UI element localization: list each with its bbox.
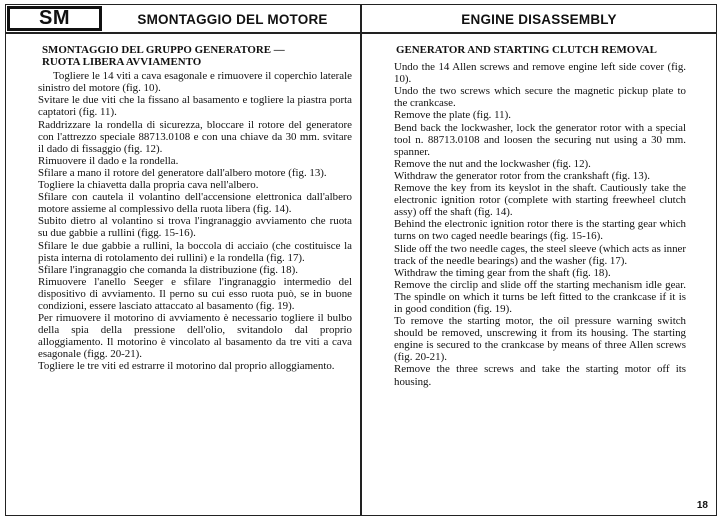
italian-paragraph: Raddrizzare la rondella di sicurezza, bloccare il rotore del generatore con l'attrezzo speciale 88713.0108 e con una chiave da 30 mm. svitare il dado di fissaggio (fig. 12). (38, 118, 352, 155)
right-section-title: ENGINE DISASSEMBLY (461, 11, 617, 27)
italian-paragraph: Subito dietro al volantino si trova l'ingranaggio avviamento che ruota su due gabbie a rullini (figg. 15-16). (38, 215, 352, 240)
italian-paragraph: Rimuovere l'anello Seeger e sfilare l'ingranaggio intermedio del dispositivo di avviamento. Il perno su cui esso ruota può, se in buone condizioni, essere lasciato attaccato al basamento (fig. 19). (38, 275, 352, 312)
english-paragraph: Remove the three screws and take the starting motor off its housing. (394, 363, 686, 388)
italian-paragraph: Togliere le tre viti ed estrarre il motorino dal proprio alloggiamento. (38, 360, 335, 373)
italian-subtitle (42, 44, 352, 68)
page-number: 18 (696, 500, 708, 511)
english-paragraph: Undo the 14 Allen screws and remove engine left side cover (fig. 10). (394, 61, 686, 86)
english-paragraph: Withdraw the generator rotor from the crankshaft (fig. 13). (394, 169, 650, 182)
italian-column (38, 44, 352, 373)
english-paragraph: Undo the two screws which secure the magnetic pickup plate to the crankcase. (394, 85, 686, 110)
english-paragraph: Behind the electronic ignition rotor there is the starting gear which turns on two caged needle bearings (fig. 15-16). (394, 218, 686, 243)
english-subtitle: GENERATOR AND STARTING CLUTCH REMOVAL (396, 44, 657, 56)
english-paragraph: Remove the circlip and slide off the starting mechanism idle gear. The spindle on which it turns be left fitted to the crankcase if it is in good condition (fig. 19). (394, 278, 686, 315)
english-paragraph: Remove the plate (fig. 11). (394, 109, 511, 122)
italian-paragraph: Rimuovere il dado e la rondella. (38, 154, 179, 167)
header-rule (5, 32, 717, 34)
italian-paragraph: Sfilare le due gabbie a rullini, la boccola di acciaio (che costituisce la pista interna di rotolamento dei rullini) e la rondella (fig. 17). (38, 239, 352, 264)
english-paragraph: To remove the starting motor, the oil pressure warning switch should be removed, unscrewing it from its housing. The starting engine is secured to the crankcase by means of three Allen screws (fig. 20-21). (394, 315, 686, 364)
section-code-badge: SM (7, 6, 102, 31)
column-divider (360, 4, 362, 516)
italian-subtitle-line: RUOTA LIBERA AVVIAMENTO (42, 56, 202, 69)
italian-paragraph: Sfilare con cautela il volantino dell'accensione elettronica dall'albero motore assieme al complessivo della ruota libera (fig. 14). (38, 191, 352, 216)
english-paragraph: Withdraw the timing gear from the shaft (fig. 18). (394, 266, 611, 279)
english-column (394, 44, 686, 388)
english-paragraph: Slide off the two needle cages, the steel sleeve (which acts as inner track of the needle bearings) and the washer (fig. 17). (394, 242, 686, 267)
italian-paragraph: Togliere le 14 viti a cava esagonale e rimuovere il coperchio laterale sinistro del motore (fig. 10). (38, 70, 352, 95)
italian-subtitle-line: SMONTAGGIO DEL GRUPPO GENERATORE — (42, 44, 285, 56)
english-paragraph: Remove the key from its keyslot in the shaft. Cautiously take the electronic ignition rotor (complete with starting freewheel clutch assy) off the shaft (fig. 14). (394, 182, 686, 219)
italian-paragraph: Per rimuovere il motorino di avviamento è necessario togliere il bulbo della spia della pressione dell'olio, svitandolo dal proprio alloggiamento. Il motorino è vincolato al basamento da tre viti a cava esagonale (figg. 20-21). (38, 312, 352, 361)
italian-paragraph: Sfilare l'ingranaggio che comanda la distribuzione (fig. 18). (38, 263, 298, 276)
italian-paragraph: Svitare le due viti che la fissano al basamento e togliere la piastra porta captatori (fig. 11). (38, 94, 352, 119)
italian-paragraph: Togliere la chiavetta dalla propria cava nell'albero. (38, 179, 259, 192)
english-paragraph: Bend back the lockwasher, lock the generator rotor with a special tool n. 88713.0108 and loosen the securing nut using a 30 mm. spanner. (394, 121, 686, 158)
english-paragraph: Remove the nut and the lockwasher (fig. 12). (394, 157, 591, 170)
left-section-title: SMONTAGGIO DEL MOTORE (137, 11, 328, 27)
italian-paragraph: Sfilare a mano il rotore del generatore dall'albero motore (fig. 13). (38, 166, 327, 179)
